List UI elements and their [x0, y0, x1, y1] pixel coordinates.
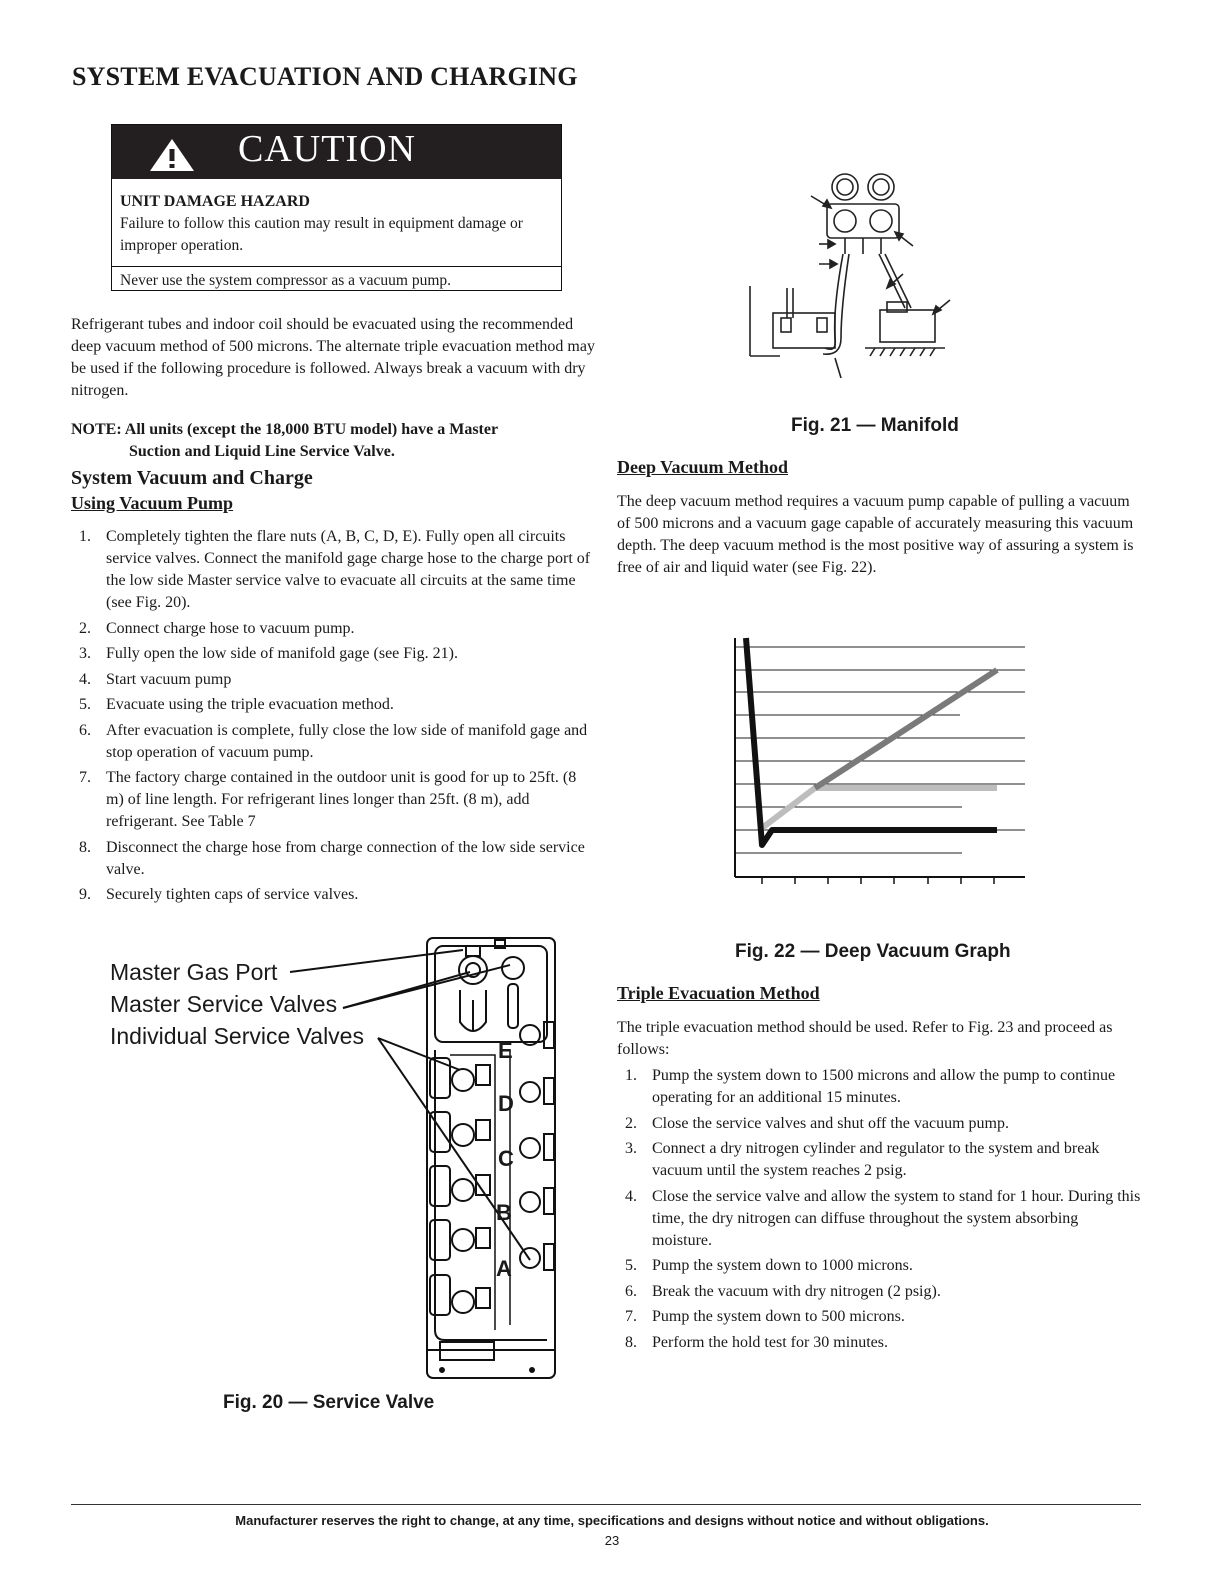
list-item: 4. Close the service valve and allow the system to stand for 1 hour. During this time, the dry nitrogen can diffuse throughout the system absorbing moisture. — [625, 1187, 1141, 1249]
list-item: 7. Pump the system down to 500 microns. — [625, 1308, 905, 1325]
manifold-diagram — [745, 168, 960, 383]
footer-divider — [71, 1504, 1141, 1505]
note-line-1: NOTE: All units (except the 18,000 BTU model) have a Master — [71, 421, 499, 438]
footer-disclaimer: Manufacturer reserves the right to change, at any time, specifications and designs without notice and without obligations. — [235, 1513, 989, 1528]
caution-heading: CAUTION — [238, 128, 416, 170]
section-heading-vacuum-charge: System Vacuum and Charge — [71, 467, 313, 489]
subheading-deep-vacuum: Deep Vacuum Method — [617, 457, 789, 477]
fig21-caption: Fig. 21 — Manifold — [791, 415, 959, 436]
list-item: 9. Securely tighten caps of service valves. — [79, 886, 359, 903]
deep-vacuum-paragraph: The deep vacuum method requires a vacuum pump capable of pulling a vacuum of 500 microns and a vacuum gage capable of accurately measuring this vacuum depth. The deep vacuum method is the most positive way of assuring a system is free of air and liquid water (see Fig. 22). — [617, 493, 1134, 576]
hazard-text: Failure to follow this caution may result in equipment damage or improper operation. — [120, 215, 523, 254]
caution-box — [111, 124, 562, 291]
list-item: 2. Connect charge hose to vacuum pump. — [79, 619, 355, 637]
subheading-triple-evacuation: Triple Evacuation Method — [617, 983, 820, 1003]
list-item: 7. The factory charge contained in the outdoor unit is good for up to 25ft. (8 m) of line length. For refrigerant lines longer than 25ft. (8 m), add refrigerant. See Table 7 — [79, 769, 577, 830]
page-number: 23 — [604, 1533, 620, 1548]
list-item: 1. Pump the system down to 1500 microns and allow the pump to continue operating for an additional 15 minutes. — [625, 1067, 1116, 1106]
page-title: SYSTEM EVACUATION AND CHARGING — [72, 62, 578, 91]
service-valve-diagram — [280, 930, 580, 1385]
circuit-letter-e: E — [498, 1038, 513, 1063]
fig20-caption: Fig. 20 — Service Valve — [223, 1392, 435, 1413]
subheading-using-vacuum-pump: Using Vacuum Pump — [71, 493, 234, 513]
fig22-caption: Fig. 22 — Deep Vacuum Graph — [735, 941, 1011, 962]
hazard-warning: Never use the system compressor as a vacuum pump. — [112, 266, 561, 292]
intro-paragraph: Refrigerant tubes and indoor coil should be evacuated using the recommended deep vacuum method of 500 microns. The alternate triple evacuation method may be used if the following procedure is followed. Always break a vacuum with dry nitrogen. — [71, 316, 595, 399]
list-item: 8. Perform the hold test for 30 minutes. — [625, 1333, 888, 1351]
vacuum-pump-steps — [71, 526, 596, 910]
list-item: 2. Close the service valves and shut off the vacuum pump. — [625, 1114, 1009, 1132]
list-item: 5. Pump the system down to 1000 microns. — [625, 1257, 913, 1274]
list-item: 8. Disconnect the charge hose from charge connection of the low side service valve. — [79, 838, 585, 878]
circuit-letter-a: A — [496, 1256, 512, 1281]
hazard-title: UNIT DAMAGE HAZARD — [120, 193, 310, 210]
list-item: 4. Start vacuum pump — [79, 670, 232, 688]
triple-evac-steps — [617, 1065, 1142, 1357]
list-item: 3. Fully open the low side of manifold gage (see Fig. 21). — [79, 645, 458, 662]
label-master-service-valves: Master Service Valves — [110, 991, 338, 1017]
warning-triangle-icon — [148, 137, 196, 173]
list-item: 1. Completely tighten the flare nuts (A, B, C, D, E). Fully open all circuits service valves. Connect the manifold gage charge hose to the charge port of the low side Master service valve to evacuate all circuits at the same time (see Fig. 20). — [79, 528, 591, 611]
list-item: 6. After evacuation is complete, fully close the low side of manifold gage and stop operation of vacuum pump. — [79, 721, 588, 761]
circuit-letter-d: D — [498, 1091, 514, 1116]
label-master-gas-port: Master Gas Port — [110, 959, 278, 985]
label-individual-service-valves: Individual Service Valves — [110, 1023, 364, 1049]
note — [71, 419, 601, 463]
list-item: 3. Connect a dry nitrogen cylinder and regulator to the system and break vacuum until the system reaches 2 psig. — [625, 1140, 1100, 1179]
deep-vacuum-graph — [720, 630, 1030, 885]
caution-header — [112, 125, 561, 179]
list-item: 5. Evacuate using the triple evacuation method. — [79, 696, 394, 713]
triple-evac-intro: The triple evacuation method should be used. Refer to Fig. 23 and proceed as follows: — [617, 1019, 1113, 1058]
note-line-2: Suction and Liquid Line Service Valve. — [129, 443, 395, 460]
individual-valves-left — [430, 1058, 490, 1315]
individual-valves-right — [520, 1022, 554, 1270]
list-item: 6. Break the vacuum with dry nitrogen (2 psig). — [625, 1282, 941, 1300]
circuit-letter-c: C — [498, 1146, 514, 1171]
circuit-letter-b: B — [496, 1200, 512, 1225]
